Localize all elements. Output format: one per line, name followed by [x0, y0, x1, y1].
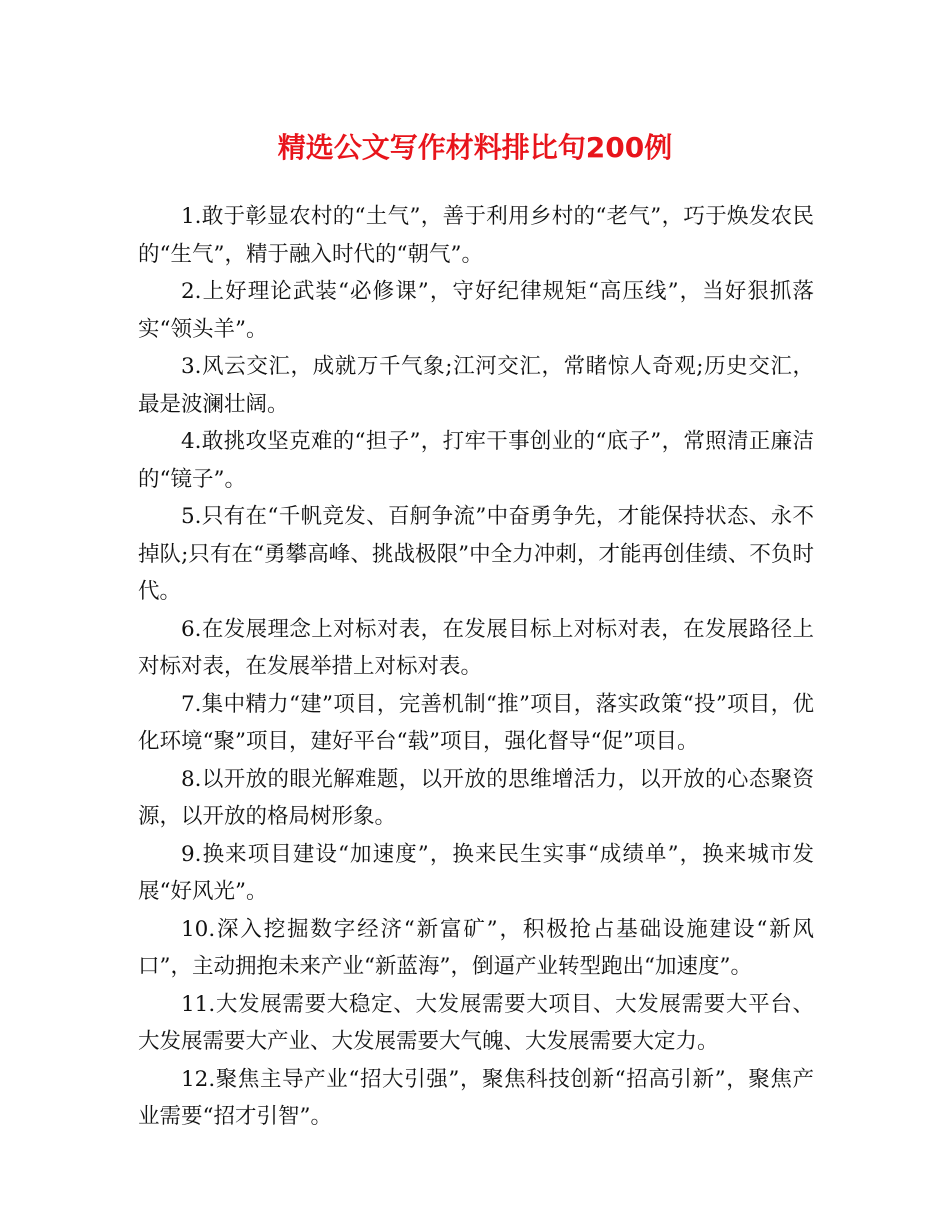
- paragraph: 12.聚焦主导产业“招大引强”，聚焦科技创新“招高引新”，聚焦产业需要“招才引智”。: [138, 1066, 814, 1129]
- paragraph: 6.在发展理念上对标对表，在发展目标上对标对表，在发展路径上对标对表，在发展举措上对标对表。: [138, 616, 814, 679]
- paragraph: 11.大发展需要大稳定、大发展需要大项目、大发展需要大平台、大发展需要大产业、大发展需要大气魄、大发展需要大定力。: [138, 991, 814, 1054]
- document-title: 精选公文写作材料排比句200例: [277, 131, 673, 164]
- paragraph: 5.只有在“千帆竞发、百舸争流”中奋勇争先，才能保持状态、永不掉队;只有在“勇攀高峰、挑战极限”中全力冲刺，才能再创佳绩、不负时代。: [138, 504, 814, 604]
- document-body: [138, 198, 814, 1136]
- paragraph: 3.风云交汇，成就万千气象;江河交汇，常睹惊人奇观;历史交汇，最是波澜壮阔。: [138, 354, 814, 417]
- paragraph: 8.以开放的眼光解难题，以开放的思维增活力，以开放的心态聚资源，以开放的格局树形象。: [138, 766, 814, 829]
- paragraph: 7.集中精力“建”项目，完善机制“推”项目，落实政策“投”项目，优化环境“聚”项目，建好平台“载”项目，强化督导“促”项目。: [138, 691, 814, 754]
- paragraph: 10.深入挖掘数字经济“新富矿”，积极抢占基础设施建设“新风口”，主动拥抱未来产业“新蓝海”，倒逼产业转型跑出“加速度”。: [138, 916, 814, 979]
- paragraph: 4.敢挑攻坚克难的“担子”，打牢干事创业的“底子”，常照清正廉洁的“镜子”。: [138, 429, 814, 492]
- paragraph: 2.上好理论武装“必修课”，守好纪律规矩“高压线”，当好狠抓落实“领头羊”。: [138, 279, 814, 342]
- paragraph: 1.敢于彰显农村的“土气”，善于利用乡村的“老气”，巧于焕发农民的“生气”，精于融入时代的“朝气”。: [138, 204, 814, 267]
- paragraph: 9.换来项目建设“加速度”，换来民生实事“成绩单”，换来城市发展“好风光”。: [138, 841, 814, 904]
